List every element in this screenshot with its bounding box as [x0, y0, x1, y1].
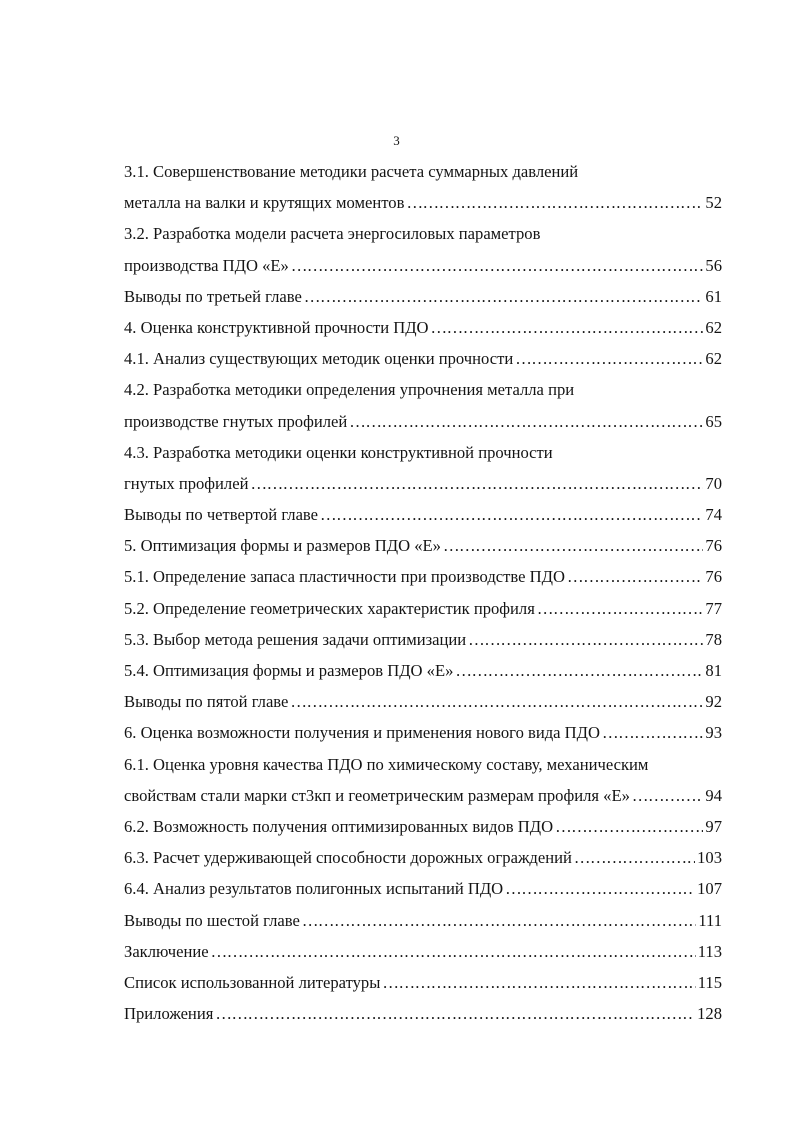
leader-dots [250, 468, 703, 499]
leader-dots [320, 499, 703, 530]
leader-dots [567, 561, 703, 592]
toc-entry-title: 5.2. Определение геометрических характеристик профиля [124, 598, 535, 618]
toc-entry-page: 93 [705, 723, 722, 743]
table-of-contents [124, 156, 722, 1029]
toc-entry-page: 62 [705, 317, 722, 337]
toc-entry [124, 936, 722, 967]
toc-entry-page: 76 [705, 567, 722, 587]
toc-line [124, 437, 722, 468]
toc-entry [124, 842, 722, 873]
toc-entry-title: 5. Оптимизация формы и размеров ПДО «Е» [124, 536, 441, 556]
toc-entry-page: 94 [705, 785, 722, 805]
toc-entry-page: 74 [705, 505, 722, 525]
toc-entry-page: 70 [705, 473, 722, 493]
toc-entry-page: 115 [697, 972, 722, 992]
toc-entry [124, 343, 722, 374]
leader-dots [304, 281, 704, 312]
toc-entry-title: 5.4. Оптимизация формы и размеров ПДО «Е» [124, 661, 454, 680]
toc-entry-title: свойствам стали марки ст3кп и геометрическим размерам профиля «Е» [124, 785, 630, 805]
toc-entry [124, 998, 722, 1029]
leader-dots [632, 780, 704, 811]
toc-entry-title: Выводы по пятой главе [124, 692, 289, 712]
leader-dots [515, 343, 703, 374]
page-number: 3 [393, 133, 400, 148]
toc-line [124, 374, 722, 405]
toc-entry-page: 62 [705, 349, 722, 369]
toc-entry-page: 78 [705, 629, 722, 649]
toc-entry-page: 107 [697, 879, 722, 899]
leader-dots [215, 998, 695, 1029]
toc-entry-title: 6.4. Анализ результатов полигонных испытаний ПДО [124, 879, 504, 899]
toc-entry-title: Приложения [124, 1004, 214, 1024]
toc-text: 4.2. Разработка методики определения упрочнения металла при [124, 380, 575, 400]
leader-dots [291, 250, 704, 281]
toc-entry-page: 52 [705, 193, 722, 213]
toc-entry-page: 61 [705, 286, 722, 306]
toc-entry-page: 111 [698, 910, 722, 930]
leader-dots [211, 936, 696, 967]
toc-text: 6.1. Оценка уровня качества ПДО по химическому составу, механическим [124, 754, 649, 774]
leader-dots [349, 406, 703, 437]
toc-text: 3.1. Совершенствование методики расчета суммарных давлений [124, 162, 579, 181]
toc-entry [124, 281, 722, 312]
toc-entry [124, 873, 722, 904]
toc-entry-title: Выводы по третьей главе [124, 286, 302, 306]
toc-entry [124, 717, 722, 748]
toc-entry [124, 406, 722, 437]
leader-dots [468, 624, 703, 655]
toc-entry-page: 97 [705, 816, 722, 836]
leader-dots [602, 717, 703, 748]
toc-entry [124, 593, 722, 624]
toc-entry [124, 905, 722, 936]
leader-dots [382, 967, 695, 998]
toc-entry [124, 530, 722, 561]
toc-entry-page: 113 [697, 941, 722, 961]
toc-entry-page: 65 [705, 411, 722, 431]
leader-dots [505, 873, 695, 904]
toc-entry-title: Выводы по шестой главе [124, 910, 300, 930]
toc-text: 4.3. Разработка методики оценки конструктивной прочности [124, 442, 553, 462]
leader-dots [537, 593, 704, 624]
toc-line [124, 749, 722, 780]
toc-entry-title: гнутых профилей [124, 473, 249, 493]
toc-entry-title: 5.3. Выбор метода решения задачи оптимизации [124, 629, 467, 649]
toc-text: 3.2. Разработка модели расчета энергосиловых параметров [124, 224, 541, 244]
toc-entry [124, 624, 722, 655]
toc-line [124, 218, 722, 249]
toc-line [124, 156, 722, 187]
toc-entry [124, 250, 722, 281]
toc-entry-title: производства ПДО «Е» [124, 255, 289, 275]
toc-entry-title: 5.1. Определение запаса пластичности при производстве ПДО [124, 567, 565, 587]
leader-dots [302, 905, 697, 936]
toc-entry-page: 56 [705, 255, 722, 275]
toc-entry-page: 76 [705, 536, 722, 556]
toc-entry-title: 4. Оценка конструктивной прочности ПДО [124, 317, 429, 337]
toc-entry-page: 128 [697, 1004, 722, 1024]
toc-entry [124, 312, 722, 343]
toc-entry [124, 655, 722, 686]
toc-entry-title: Список использованной литературы [124, 972, 381, 992]
toc-entry [124, 561, 722, 592]
toc-entry [124, 499, 722, 530]
toc-entry-page: 103 [697, 848, 722, 868]
toc-entry-title: Заключение [124, 941, 209, 961]
toc-entry-title: производстве гнутых профилей [124, 411, 348, 431]
leader-dots [555, 811, 703, 842]
leader-dots [431, 312, 704, 343]
toc-entry-page: 81 [705, 661, 722, 680]
leader-dots [574, 842, 695, 873]
toc-entry [124, 780, 722, 811]
toc-entry [124, 967, 722, 998]
toc-entry [124, 187, 722, 218]
toc-entry [124, 686, 722, 717]
toc-entry [124, 811, 722, 842]
toc-entry-title: 6.2. Возможность получения оптимизированных видов ПДО [124, 816, 554, 836]
leader-dots [443, 530, 703, 561]
toc-entry-page: 92 [705, 692, 722, 712]
leader-dots [290, 686, 703, 717]
toc-entry-page: 77 [705, 598, 722, 618]
toc-entry-title: 6.3. Расчет удерживающей способности дорожных ограждений [124, 848, 572, 868]
leader-dots [406, 187, 703, 218]
toc-entry-title: Выводы по четвертой главе [124, 505, 319, 525]
toc-entry-title: металла на валки и крутящих моментов [124, 193, 405, 213]
toc-entry-title: 6. Оценка возможности получения и применения нового вида ПДО [124, 723, 600, 743]
toc-entry-title: 4.1. Анализ существующих методик оценки прочности [124, 349, 514, 369]
toc-entry [124, 468, 722, 499]
leader-dots [455, 655, 703, 686]
